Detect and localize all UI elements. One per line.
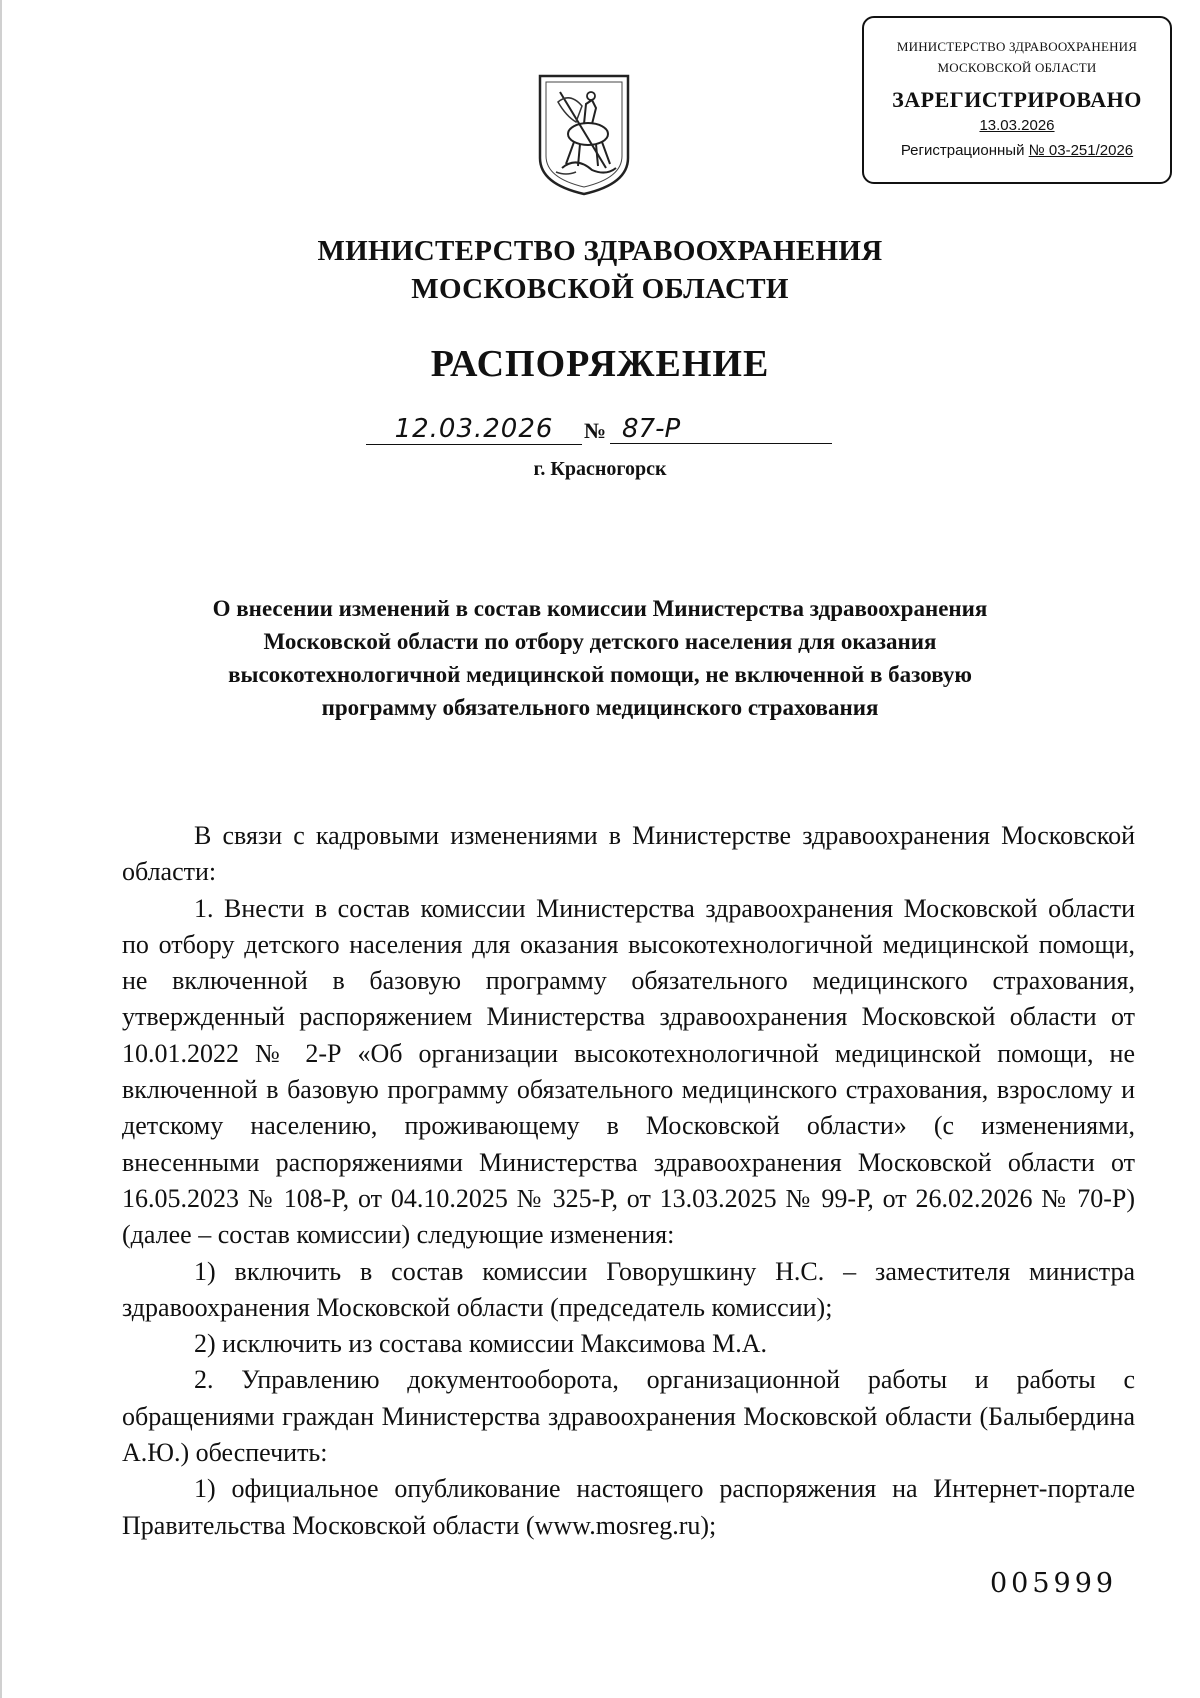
document-body <box>122 818 1135 1544</box>
document-subject <box>120 592 1080 724</box>
stamp-date: 13.03.2026 <box>979 117 1055 134</box>
ministry-title <box>0 232 1200 308</box>
stamp-reg-value: № 03-251/2026 <box>1028 142 1134 159</box>
body-paragraph-item-2-1: 1) официальное опубликование настоящего распоряжения на Интернет-портале Правительства Московской области (www.mosreg.ru); <box>122 1474 1135 1540</box>
stamp-org-line1: МИНИСТЕРСТВО ЗДРАВООХРАНЕНИЯ <box>896 39 1138 54</box>
subject-line: программу обязательного медицинского страхования <box>321 695 879 720</box>
coat-of-arms-icon <box>536 72 632 198</box>
body-paragraph-item-1: 1. Внести в состав комиссии Министерства здравоохранения Московской области по отбору детского населения для оказания высокотехнологичной медицинской помощи, не включенной в базовую программу обязательного медицинского страхования, утвержденный распоряжением Министерства здравоохранения Московской области от 10.01.2022 № 2-Р «Об организации высокотехнологичной медицинской помощи, не включенной в базовую программу обязательного медицинского страхования, взрослому и детскому населению, проживающему в Московской области» (с изменениями, внесенными распоряжениями Министерства здравоохранения Московской области от 16.05.2023 № 108-Р, от 04.10.2025 № 325-Р, от 13.03.2025 № 99-Р, от 26.02.2026 № 70-Р) (далее – состав комиссии) следующие изменения: <box>122 893 1135 1250</box>
registration-stamp <box>862 16 1172 184</box>
body-paragraph-item-1-2: 2) исключить из состава комиссии Максимова М.А. <box>194 1329 767 1359</box>
subject-line: Московской области по отбору детского населения для оказания <box>263 629 937 654</box>
number-sign: № <box>584 418 607 443</box>
ministry-title-line1: МИНИСТЕРСТВО ЗДРАВООХРАНЕНИЯ <box>317 235 883 267</box>
subject-line: О внесении изменений в состав комиссии Министерства здравоохранения <box>212 596 988 621</box>
stamp-reg-number <box>864 142 1170 159</box>
handwritten-date: 12.03.2026 <box>366 414 582 445</box>
document-serial-number: 005999 <box>990 1568 1118 1599</box>
ministry-title-line2: МОСКОВСКОЙ ОБЛАСТИ <box>411 273 789 305</box>
body-paragraph-item-1-1: 1) включить в состав комиссии Говорушкину Н.С. – заместителя министра здравоохранения Московской области (председатель комиссии); <box>122 1256 1135 1322</box>
handwritten-number: 87-Р <box>610 414 832 444</box>
city: г. Красногорск <box>533 458 667 480</box>
stamp-status: ЗАРЕГИСТРИРОВАНО <box>892 87 1142 112</box>
stamp-reg-label: Регистрационный <box>900 142 1029 159</box>
body-paragraph-intro: В связи с кадровыми изменениями в Министерстве здравоохранения Московской области: <box>122 821 1135 887</box>
body-paragraph-item-2: 2. Управлению документооборота, организационной работы и работы с обращениями граждан Министерства здравоохранения Московской области (Балыбердина А.Ю.) обеспечить: <box>122 1365 1135 1468</box>
subject-line: высокотехнологичной медицинской помощи, не включенной в базовую <box>228 662 972 687</box>
document-type: РАСПОРЯЖЕНИЕ <box>430 343 770 385</box>
stamp-org-line2: МОСКОВСКОЙ ОБЛАСТИ <box>937 60 1097 75</box>
